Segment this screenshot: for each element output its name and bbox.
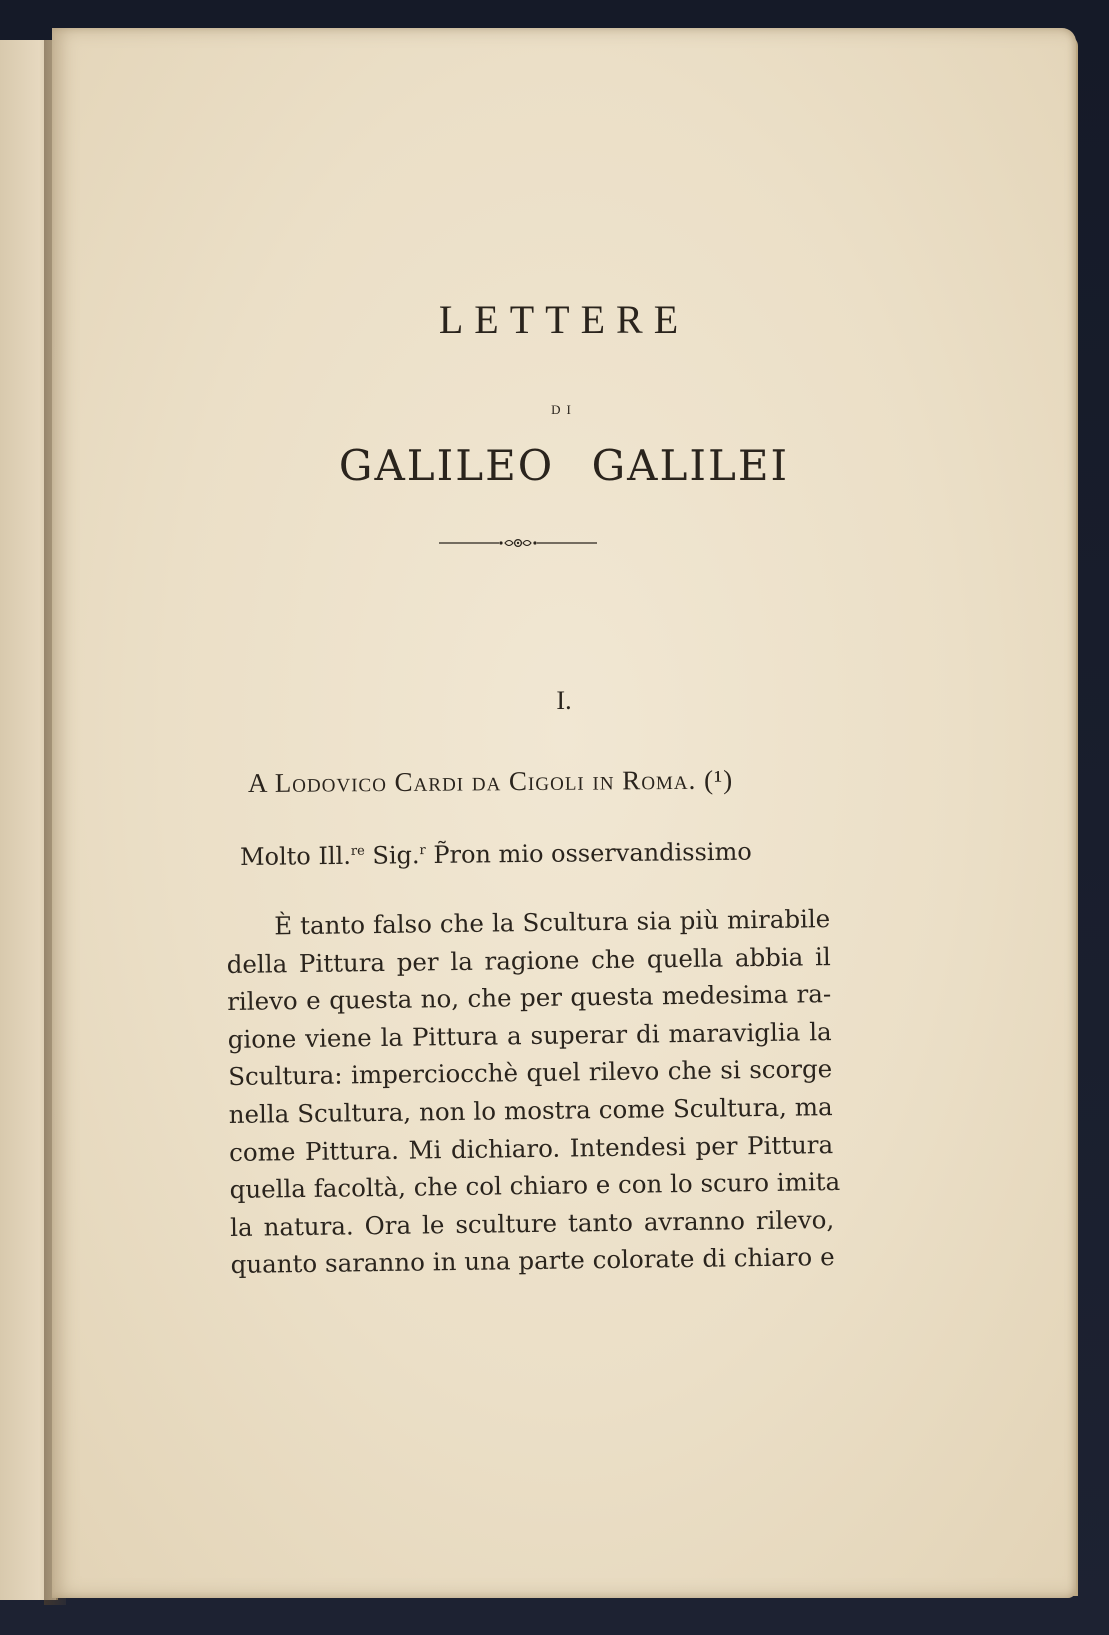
body-line: nella Scultura, non lo mostra come Scultura, ma xyxy=(228,1092,833,1129)
body-line: la natura. Ora le sculture tanto avranno rilevo, xyxy=(229,1204,835,1242)
title-connector: DI xyxy=(551,402,577,417)
salutation-superscript-2: r xyxy=(419,843,426,859)
letter-salutation xyxy=(240,836,880,871)
series-title: LETTERE xyxy=(438,297,690,342)
letter-recipient: A Lodovico Cardi da Cigoli in Roma. (¹) xyxy=(247,764,734,798)
letter-number: I. xyxy=(556,686,572,715)
body-line: quella facoltà, che col chiaro e con lo scuro imita xyxy=(229,1167,841,1205)
ornament-divider xyxy=(439,536,597,550)
body-line: gione viene la Pittura a superar di maraviglia la xyxy=(227,1016,832,1054)
body-line: Scultura: imperciocchè quel rilevo che si scorge xyxy=(228,1054,833,1092)
page-content xyxy=(52,28,1076,1598)
body-line: rilevo e questa no, che per questa medesima ra- xyxy=(227,979,832,1017)
letter-body xyxy=(226,900,841,1284)
body-line: quanto saranno in una parte colorate di chiaro e xyxy=(230,1242,835,1280)
book-page xyxy=(52,28,1076,1598)
salutation-superscript-1: re xyxy=(350,843,365,859)
body-line: come Pittura. Mi dichiaro. Intendesi per Pittura xyxy=(229,1129,834,1167)
salutation-part-2: Sig. xyxy=(364,841,420,870)
body-line: È tanto falso che la Scultura sia più mirabile xyxy=(274,904,831,941)
body-line: della Pittura per la ragione che quella abbia il xyxy=(226,941,831,979)
salutation-part-3: P̃ron mio osservandissimo xyxy=(425,837,752,870)
author-name: GALILEO GALILEI xyxy=(338,441,790,490)
salutation-part-1: Molto Ill. xyxy=(239,841,352,871)
